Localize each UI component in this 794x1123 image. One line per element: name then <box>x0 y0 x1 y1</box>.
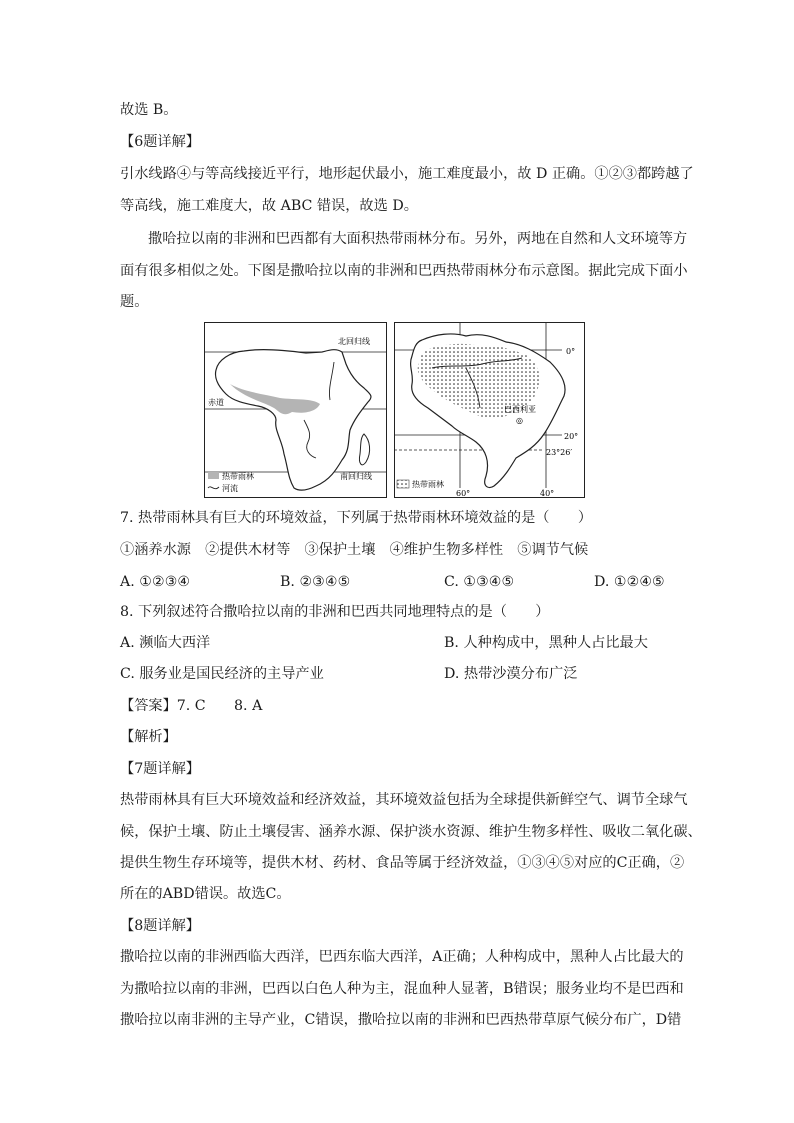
lat-23-label: 23°26′ <box>546 448 573 457</box>
legend-rainforest-swatch <box>208 472 219 479</box>
question-7-stem: 7. 热带雨林具有巨大的环境效益，下列属于热带雨林环境效益的是（ ） <box>120 510 593 526</box>
lat-20-label: 20° <box>564 432 579 441</box>
text-line: 等高线，施工难度大，故 ABC 错误，故选 D。 <box>120 198 418 214</box>
intro-paragraph-line: 撒哈拉以南的非洲和巴西都有大面积热带雨林分布。另外，两地在自然和人文环境等方 <box>148 231 688 247</box>
section-heading-q7: 【7题详解】 <box>120 761 200 777</box>
intro-paragraph-line: 面有很多相似之处。下图是撒哈拉以南的非洲和巴西热带雨林分布示意图。据此完成下面小 <box>120 263 688 279</box>
explanation-8-line: 撒哈拉以南的非洲西临大西洋，巴西东临大西洋，A正确；人种构成中，黑种人占比最大的 <box>120 949 684 965</box>
legend-rainforest-label: 热带雨林 <box>222 472 254 481</box>
brazil-map <box>394 322 585 498</box>
tropic-of-cancer-label: 北回归线 <box>338 337 370 346</box>
rainforest-map-figure <box>204 322 586 498</box>
lon-40-label: 40° <box>540 489 555 498</box>
q7-option-a: A. ①②③④ <box>120 574 191 590</box>
question-8-stem: 8. 下列叙述符合撒哈拉以南的非洲和巴西共同地理特点的是（ ） <box>120 604 550 620</box>
intro-paragraph-line: 题。 <box>120 294 149 310</box>
africa-map <box>204 323 387 498</box>
equator-label: 赤道 <box>208 398 224 407</box>
explanation-8-line: 为撒哈拉以南的非洲，巴西以白色人种为主，混血种人显著，B错误；服务业均不是巴西和 <box>120 981 684 997</box>
explanation-8-line: 撒哈拉以南非洲的主导产业，C错误，撒哈拉以南的非洲和巴西热带草原气候分布广，D错 <box>120 1012 682 1028</box>
q7-option-c: C. ①③④⑤ <box>444 574 515 590</box>
text-line: 故选 B。 <box>120 102 178 118</box>
question-8-options-row2 <box>120 664 680 684</box>
explanation-7-line: 热带雨林具有巨大环境效益和经济效益，其环境效益包括为全球提供新鲜空气、调节全球气 <box>120 792 688 808</box>
question-8-options-row1 <box>120 633 680 653</box>
legend-rainforest-label-brazil: 热带雨林 <box>412 480 444 489</box>
brasilia-marker-icon: ◎ <box>516 416 523 425</box>
section-heading-q8: 【8题详解】 <box>120 918 200 934</box>
lon-60-label: 60° <box>456 489 471 498</box>
section-heading-q6: 【6题详解】 <box>120 134 200 150</box>
explanation-7-line: 所在的ABD错误。故选C。 <box>120 886 291 902</box>
question-7-items: ①涵养水源 ②提供木材等 ③保护土壤 ④维护生物多样性 ⑤调节气候 <box>120 542 589 558</box>
brasilia-label: 巴西利亚 <box>504 405 536 414</box>
answer-label: 【答案】7. C 8. A <box>120 698 263 714</box>
q8-option-d: D. 热带沙漠分布广泛 <box>444 666 578 682</box>
tropic-of-capricorn-label: 南回归线 <box>340 472 372 481</box>
rainforest-maps-svg <box>204 322 586 498</box>
legend-river-label: 河流 <box>222 484 238 493</box>
question-7-options <box>120 572 680 592</box>
q8-option-c: C. 服务业是国民经济的主导产业 <box>120 666 324 682</box>
q7-option-d: D. ①②④⑤ <box>594 574 665 590</box>
explanation-7-line: 提供生物生存环境等，提供木材、药材、食品等属于经济效益，①③④⑤对应的C正确，② <box>120 855 685 871</box>
q8-option-a: A. 濒临大西洋 <box>120 635 211 651</box>
text-line: 引水线路④与等高线接近平行，地形起伏最小，施工难度最小，故 D 正确。①②③都跨越了 <box>120 166 694 182</box>
q8-option-b: B. 人种构成中，黑种人占比最大 <box>444 635 648 651</box>
lat-0-label: 0° <box>566 347 576 356</box>
legend-rainforest-swatch-brazil <box>397 480 409 488</box>
explanation-7-line: 候，保护土壤、防止土壤侵害、涵养水源、保护淡水资源、维护生物多样性、吸收二氧化碳、 <box>120 824 702 840</box>
analysis-heading: 【解析】 <box>120 729 177 745</box>
q7-option-b: B. ②③④⑤ <box>280 574 351 590</box>
